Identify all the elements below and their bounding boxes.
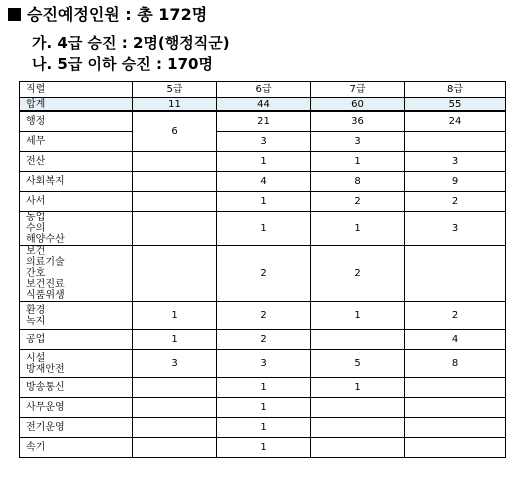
series-name: 전기운영 [26,422,65,433]
series-name: 사무운영 [26,402,65,413]
series-name-cell [20,350,133,378]
grade8-cell: 8 [405,350,506,378]
grade5-cell: 1 [133,330,217,350]
table-row [20,438,506,458]
grade6-cell: 3 [217,132,311,152]
series-name-cell [20,192,133,212]
series-name: 식품위생 [26,290,65,301]
grade7-cell: 1 [311,378,405,398]
series-name: 사회복지 [26,176,65,187]
grade6-cell: 3 [217,350,311,378]
subheading-grade4: 가. 4급 승진 : 2명(행정직군) [32,34,230,52]
grade5-cell [133,152,217,172]
total-grade8: 55 [405,98,506,112]
grade5-cell [133,378,217,398]
square-bullet-icon [8,8,21,21]
series-name: 방송통신 [26,382,65,393]
grade7-cell: 36 [311,111,405,132]
table-row [20,192,506,212]
table-row [20,132,506,152]
grade8-cell: 4 [405,330,506,350]
grade7-cell: 8 [311,172,405,192]
series-name: 간호 [26,268,46,279]
grade7-cell: 3 [311,132,405,152]
series-name: 보건진료 [26,279,65,290]
series-name-cell [20,418,133,438]
grade8-cell: 24 [405,111,506,132]
series-name: 사서 [26,196,46,207]
series-name: 농업 [26,212,46,223]
header-cell-grade5: 5급 [133,82,217,98]
table-row [20,398,506,418]
header-cell-grade7: 7급 [311,82,405,98]
grade8-cell: 3 [405,212,506,246]
header-cell-grade8: 8급 [405,82,506,98]
grade8-cell: 2 [405,192,506,212]
subheading-grade5-below: 나. 5급 이하 승진 : 170명 [32,55,213,73]
grade6-cell: 1 [217,212,311,246]
series-name: 속기 [26,442,46,453]
series-name: 행정 [26,116,46,127]
series-name-cell [20,172,133,192]
grade5-cell [133,246,217,302]
grade7-cell: 1 [311,212,405,246]
grade7-cell: 1 [311,302,405,330]
header-cell-grade6: 6급 [217,82,311,98]
series-name-cell [20,398,133,418]
series-name-cell [20,330,133,350]
table-row [20,350,506,378]
grade5-cell [133,398,217,418]
series-name: 의료기술 [26,257,65,268]
table-row [20,378,506,398]
series-name: 공업 [26,334,46,345]
grade7-cell: 1 [311,152,405,172]
table-row [20,302,506,330]
series-name: 세무 [26,136,46,147]
table-row [20,330,506,350]
grade8-cell [405,378,506,398]
grade8-cell: 9 [405,172,506,192]
grade7-cell [311,438,405,458]
grade8-cell: 3 [405,152,506,172]
grade5-cell: 1 [133,302,217,330]
grade6-cell: 2 [217,330,311,350]
series-name: 녹지 [26,315,46,327]
series-name-cell [20,132,133,152]
grade6-cell: 2 [217,246,311,302]
grade5-cell [133,172,217,192]
grade8-cell [405,132,506,152]
series-name: 해양수산 [26,234,65,245]
grade5-cell [133,418,217,438]
page-heading [8,3,207,27]
table-row [20,111,506,132]
grade6-cell: 2 [217,302,311,330]
grade8-cell [405,418,506,438]
table-row [20,172,506,192]
series-name-cell [20,438,133,458]
table-row [20,418,506,438]
heading-text: 승진예정인원 : 총 172명 [27,5,208,24]
total-grade7: 60 [311,98,405,112]
table-row [20,212,506,246]
grade7-cell [311,330,405,350]
series-name-cell [20,302,133,330]
series-name: 방재안전 [26,363,65,375]
grade5-cell [133,212,217,246]
grade5-cell: 3 [133,350,217,378]
series-name-cell [20,212,133,246]
table-row [20,152,506,172]
grade8-cell: 2 [405,302,506,330]
grade7-cell [311,398,405,418]
table-row [20,246,506,302]
total-grade6: 44 [217,98,311,112]
grade6-cell: 1 [217,192,311,212]
grade6-cell: 1 [217,438,311,458]
grade5-cell: 6 [133,111,217,152]
grade5-cell [133,192,217,212]
grade7-cell [311,418,405,438]
table-total-row [20,98,506,112]
grade8-cell [405,398,506,418]
total-grade5: 11 [133,98,217,112]
series-name: 전산 [26,156,46,167]
grade6-cell: 1 [217,398,311,418]
grade6-cell: 4 [217,172,311,192]
total-label: 합계 [20,98,133,112]
grade7-cell: 2 [311,246,405,302]
series-name-cell [20,378,133,398]
series-name: 환경 [26,304,46,316]
series-name: 수의 [26,223,46,234]
grade6-cell: 1 [217,418,311,438]
grade7-cell: 5 [311,350,405,378]
grade5-cell [133,438,217,458]
series-name-cell [20,111,133,132]
series-name: 보건 [26,246,46,257]
grade7-cell: 2 [311,192,405,212]
series-name: 시설 [26,352,46,364]
grade8-cell [405,246,506,302]
promotion-table [19,81,506,458]
series-name-cell [20,246,133,302]
grade8-cell [405,438,506,458]
grade6-cell: 1 [217,152,311,172]
grade6-cell: 1 [217,378,311,398]
header-cell-series: 직렬 [20,82,133,98]
table-header-row [20,82,506,98]
grade6-cell: 21 [217,111,311,132]
series-name-cell [20,152,133,172]
